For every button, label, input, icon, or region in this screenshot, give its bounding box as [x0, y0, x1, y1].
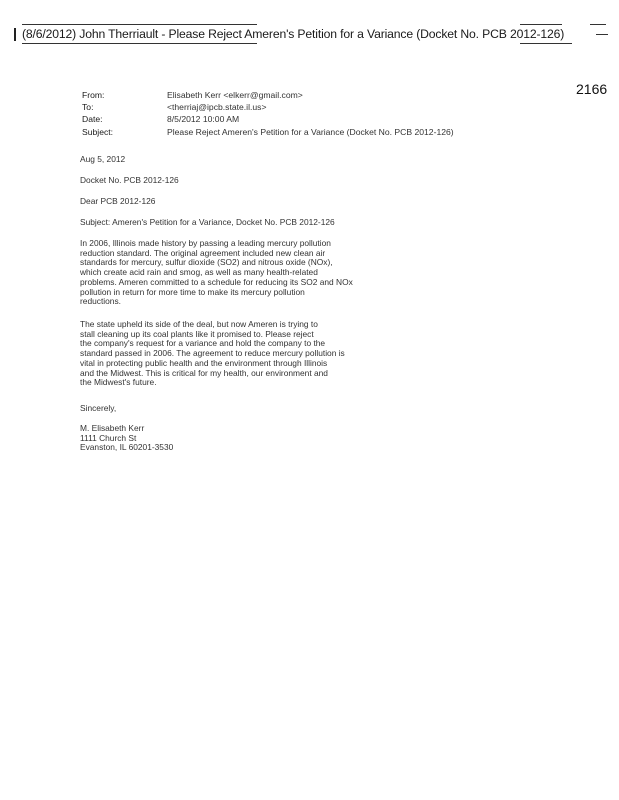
meta-date-label: Date:	[82, 114, 103, 125]
header-top-rule	[22, 24, 257, 25]
paragraph-1-line: reduction standard. The original agreement included new clean air	[80, 247, 326, 258]
meta-to-value: <therriaj@ipcb.state.il.us>	[167, 102, 267, 113]
header-left-tick	[14, 28, 16, 41]
paragraph-2-line: vital in protecting public health and the environment through Illinois	[80, 357, 328, 368]
header-bottom-rule	[22, 43, 257, 44]
signature-street: 1111 Church St	[80, 432, 137, 443]
paragraph-1-line: In 2006, Illinois made history by passing a leading mercury pollution	[80, 238, 331, 248]
paragraph-2-line: the Midwest's future.	[80, 377, 157, 388]
paragraph-2-line: standard passed in 2006. The agreement to reduce mercury pollution is	[80, 348, 345, 359]
paragraph-1-line: pollution in return for more time to make its mercury pollution	[80, 286, 305, 297]
header-top-rule-right	[520, 24, 562, 25]
paragraph-2-line: and the Midwest. This is critical for my health, our environment and	[80, 367, 328, 378]
meta-from-value: Elisabeth Kerr <elkerr@gmail.com>	[167, 90, 303, 100]
letter-closing: Sincerely,	[80, 403, 117, 413]
header-mid-rule-far-right	[596, 34, 608, 35]
meta-subject-row	[82, 126, 454, 138]
paragraph-1-line: reductions.	[80, 296, 121, 307]
paragraph-2-line: The state upheld its side of the deal, but now Ameren is trying to	[80, 319, 318, 329]
paragraph-1-line: which create acid rain and smog, as well as many health-related	[80, 267, 318, 278]
email-metadata	[82, 89, 454, 138]
letter-salutation: Dear PCB 2012-126	[80, 196, 156, 206]
paragraph-1-line: standards for mercury, sulfur dioxide (SO2) and nitrous oxide (NOx),	[80, 257, 333, 268]
header-bar	[14, 26, 565, 42]
signature-name: M. Elisabeth Kerr	[80, 423, 145, 433]
page-number: 2166	[576, 81, 608, 97]
signature-city: Evanston, IL 60201-3530	[80, 442, 174, 453]
meta-from-row	[82, 89, 454, 101]
header-bottom-rule-right	[520, 43, 572, 44]
meta-to-label: To:	[82, 102, 94, 113]
meta-to-row	[82, 101, 454, 113]
paragraph-2-line: the company's request for a variance and hold the company to the	[80, 338, 326, 349]
meta-subject-label: Subject:	[82, 126, 114, 137]
meta-subject-value: Please Reject Ameren's Petition for a Variance (Docket No. PCB 2012-126)	[167, 126, 454, 137]
header-title: (8/6/2012) John Therriault - Please Reject Ameren's Petition for a Variance (Docket No. PCB 2012-126)	[22, 27, 565, 41]
paragraph-2-line: stall cleaning up its coal plants like it promised to. Please reject	[80, 328, 314, 339]
letter-date: Aug 5, 2012	[80, 154, 126, 164]
meta-from-label: From:	[82, 90, 105, 100]
meta-date-row	[82, 113, 454, 125]
letter-paragraph-2	[80, 320, 345, 388]
meta-date-value: 8/5/2012 10:00 AM	[167, 114, 240, 125]
header-top-rule-far-right	[590, 24, 606, 25]
letter-signature	[80, 424, 173, 453]
paragraph-1-line: problems. Ameren committed to a schedule for reducing its SO2 and NOx	[80, 276, 353, 287]
letter-paragraph-1	[80, 239, 353, 307]
letter-docket: Docket No. PCB 2012-126	[80, 175, 179, 185]
letter-subject-line: Subject: Ameren's Petition for a Variance, Docket No. PCB 2012-126	[80, 217, 335, 227]
